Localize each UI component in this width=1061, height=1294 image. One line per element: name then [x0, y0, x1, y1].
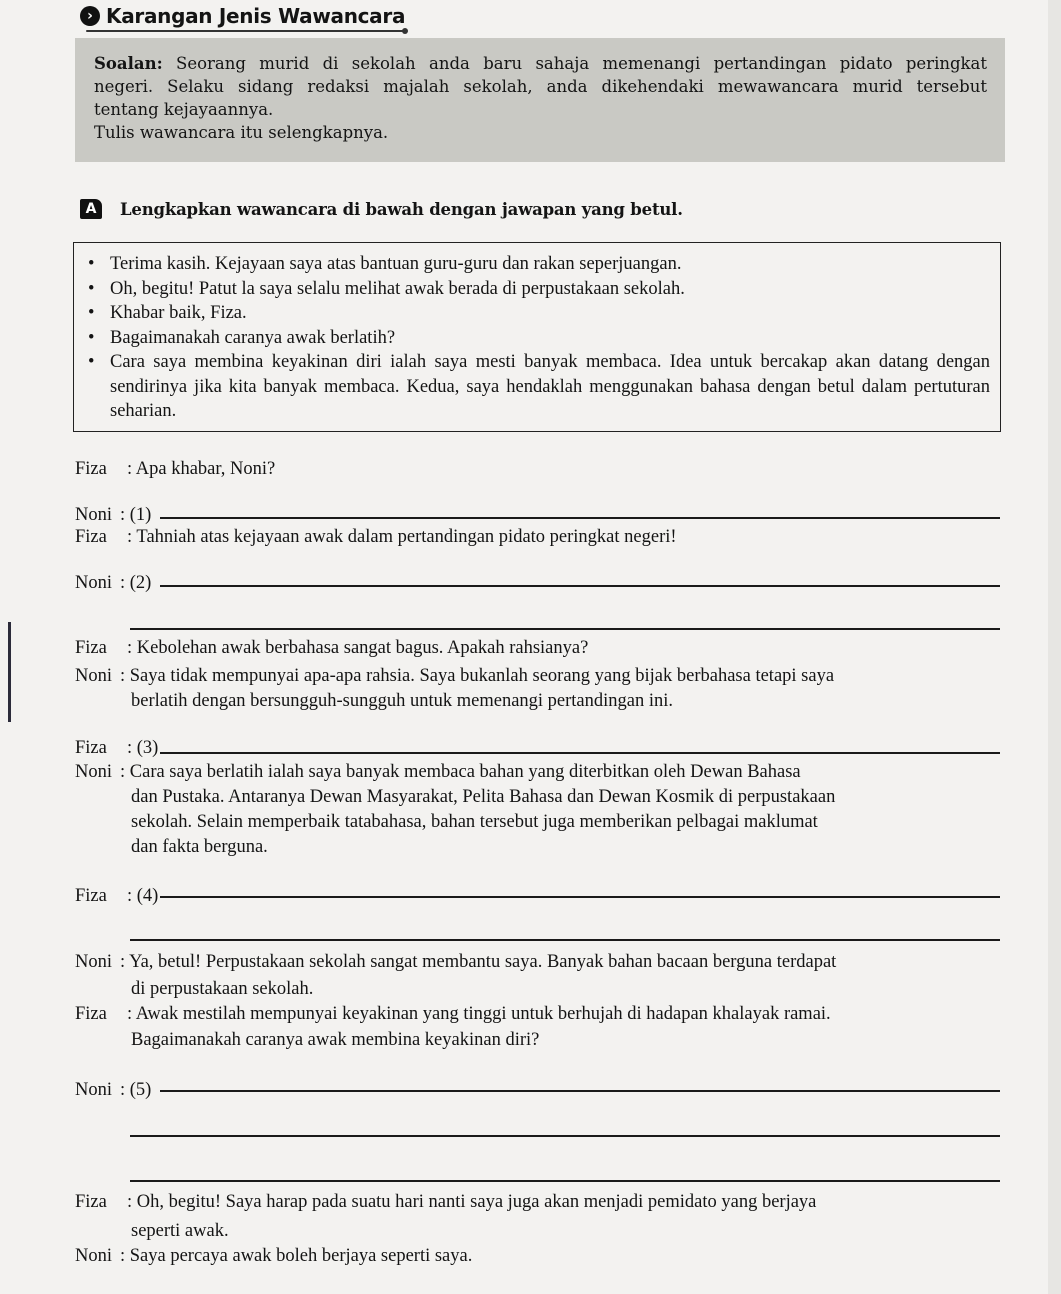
question-line-2: negeri. Selaku sidang redaksi majalah sekolah, anda dikehendaki mewawancara murid tersebut [94, 77, 987, 96]
speaker: Fiza [75, 459, 107, 479]
dialogue-continuation: seperti awak. [131, 1221, 229, 1241]
margin-mark [8, 622, 11, 722]
speaker: Fiza [75, 1004, 107, 1024]
question-instruction: Tulis wawancara itu selengkapnya. [94, 123, 389, 142]
answer-options-list [88, 252, 990, 424]
page-title: Karangan Jenis Wawancara [106, 4, 406, 28]
answer-option: • Terima kasih. Kejayaan saya atas bantuan guru-guru dan rakan seperjuangan. [88, 252, 990, 277]
dialogue-continuation: berlatih dengan bersungguh-sungguh untuk memenangi pertandingan ini. [131, 691, 674, 711]
dialogue-line: Fiza : Awak mestilah mempunyai keyakinan yang tinggi untuk berhujah di hadapan khalayak ramai. [75, 1004, 831, 1024]
dialogue-line: Noni : Cara saya berlatih ialah saya banyak membaca bahan yang diterbitkan oleh Dewan Bahasa [75, 762, 801, 782]
speaker: Noni [75, 762, 112, 782]
question-line-1: Soalan: Seorang murid di sekolah anda baru sahaja memenangi pertandingan pidato peringkat [94, 54, 988, 73]
speaker: Fiza [75, 638, 107, 658]
dialogue-line: Fiza : Kebolehan awak berbahasa sangat bagus. Apakah rahsianya? [75, 638, 589, 658]
answer-option: • Oh, begitu! Patut la saya selalu melihat awak berada di perpustakaan sekolah. [88, 277, 990, 302]
answer-blank-1[interactable] [160, 517, 1000, 519]
answer-blank-5b[interactable] [130, 1135, 1000, 1137]
dialogue-line: Fiza : Oh, begitu! Saya harap pada suatu hari nanti saya juga akan menjadi pemidato yang berjaya [75, 1192, 817, 1212]
dialogue-line: Noni : Ya, betul! Perpustakaan sekolah sangat membantu saya. Banyak bahan bacaan berguna terdapat [75, 952, 837, 972]
answer-option: • Cara saya membina keyakinan diri ialah saya mesti banyak membaca. Idea untuk bercakap akan datang dengan sendirinya jika kita banyak membaca. Kedua, saya hendaklah menggunakan bahasa dengan betul dalam pertuturan seharian. [88, 350, 990, 424]
section-badge: A [80, 199, 102, 219]
section-title: Lengkapkan wawancara di bawah dengan jawapan yang betul. [120, 199, 683, 219]
speaker: Noni [75, 1080, 112, 1100]
speaker: Noni [75, 952, 112, 972]
answer-blank-4b[interactable] [130, 939, 1000, 941]
answer-options-box [73, 242, 1001, 432]
question-label: Soalan: [94, 54, 163, 73]
title-underline-dot [402, 28, 408, 34]
answer-option: • Bagaimanakah caranya awak berlatih? [88, 326, 990, 351]
dialogue-line: Fiza : Tahniah atas kejayaan awak dalam pertandingan pidato peringkat negeri! [75, 527, 677, 547]
answer-blank-5a[interactable] [160, 1090, 1000, 1092]
section-a-header [80, 199, 683, 219]
answer-blank-5c[interactable] [130, 1180, 1000, 1182]
page-header [80, 4, 405, 28]
dialogue-line: Fiza : (4) [75, 886, 159, 906]
dialogue-continuation: dan fakta berguna. [131, 837, 268, 857]
dialogue-line: Fiza : Apa khabar, Noni? [75, 459, 276, 479]
title-underline [86, 30, 406, 32]
chevron-right-circle-icon: › [80, 6, 100, 26]
speaker: Noni [75, 573, 112, 593]
speaker: Noni [75, 666, 112, 686]
answer-blank-2b[interactable] [130, 628, 1000, 630]
page-edge [1048, 0, 1061, 1294]
dialogue-line: Noni : Saya tidak mempunyai apa-apa rahsia. Saya bukanlah seorang yang bijak berbahasa tetapi saya [75, 666, 835, 686]
dialogue-continuation: sekolah. Selain memperbaik tatabahasa, bahan tersebut juga memberikan pelbagai maklumat [131, 812, 818, 832]
speaker: Noni [75, 505, 112, 525]
dialogue-line: Fiza : (3) [75, 738, 159, 758]
speaker: Fiza [75, 1192, 107, 1212]
answer-option: • Khabar baik, Fiza. [88, 301, 990, 326]
dialogue-line: Noni : (5) [75, 1080, 152, 1100]
dialogue-continuation: di perpustakaan sekolah. [131, 979, 314, 999]
dialogue-continuation: dan Pustaka. Antaranya Dewan Masyarakat, Pelita Bahasa dan Dewan Kosmik di perpustakaan [131, 787, 836, 807]
dialogue-continuation: Bagaimanakah caranya awak membina keyakinan diri? [131, 1030, 540, 1050]
speaker: Noni [75, 1246, 112, 1266]
answer-blank-2a[interactable] [160, 585, 1000, 587]
dialogue-line: Noni : (1) [75, 505, 152, 525]
dialogue-line: Noni : (2) [75, 573, 152, 593]
answer-blank-3[interactable] [160, 752, 1000, 754]
speaker: Fiza [75, 738, 107, 758]
speaker: Fiza [75, 886, 107, 906]
question-box [75, 38, 1005, 162]
answer-blank-4a[interactable] [160, 896, 1000, 898]
question-line-3: tentang kejayaannya. [94, 100, 274, 119]
speaker: Fiza [75, 527, 107, 547]
dialogue-line: Noni : Saya percaya awak boleh berjaya seperti saya. [75, 1246, 473, 1266]
